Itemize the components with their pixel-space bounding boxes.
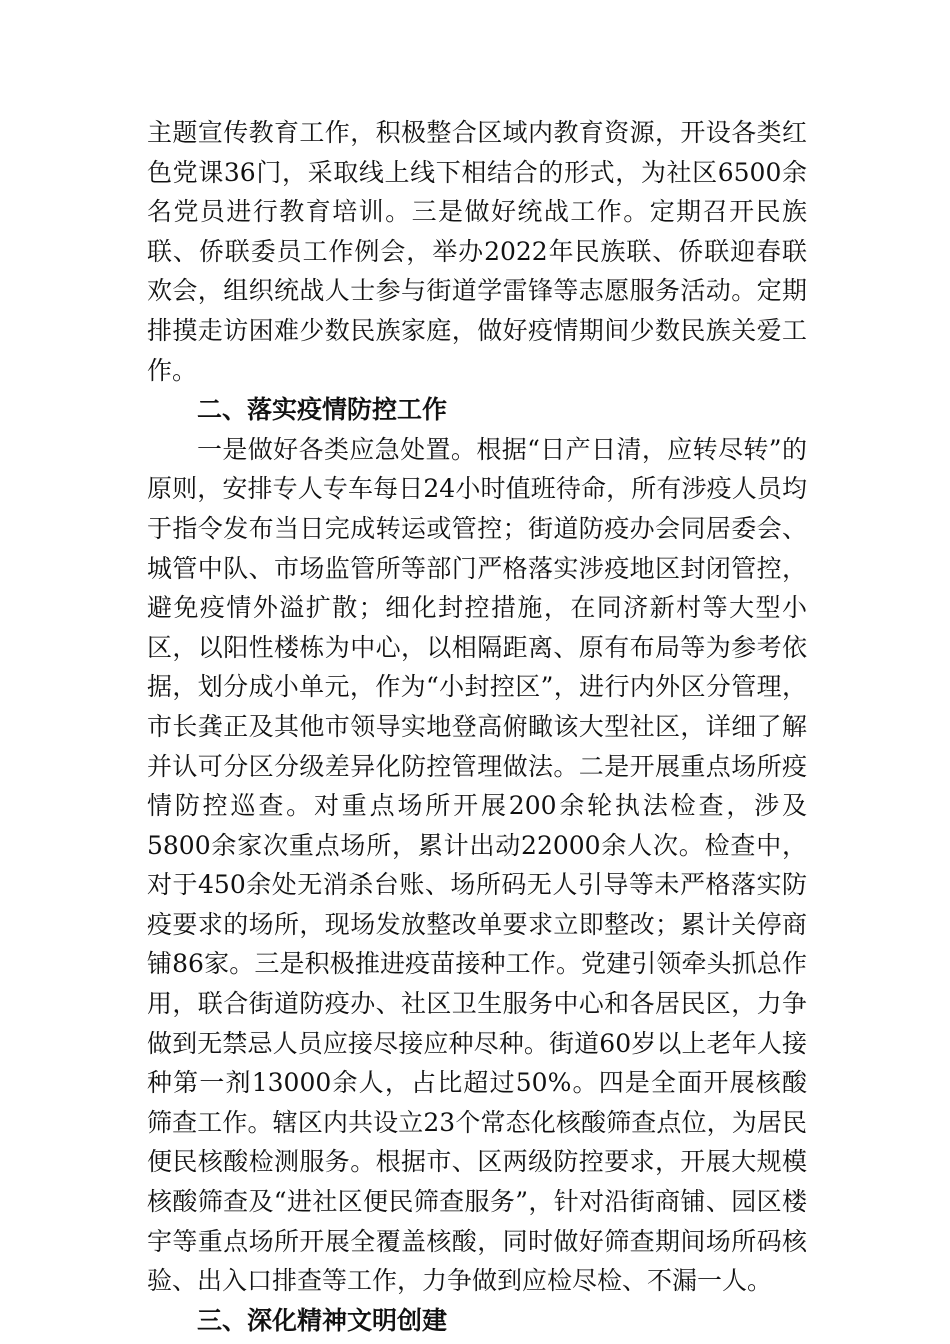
document-page [147,113,807,1340]
section-heading: 三、深化精神文明创建 [197,1305,448,1335]
section-heading: 二、落实疫情防控工作 [197,395,448,425]
body-paragraph: 主题宣传教育工作，积极整合区域内教育资源，开设各类红色党课36门，采取线上线下相结合的形式，为社区6500余名党员进行教育培训。三是做好统战工作。定期召开民族联、侨联委员工作例会，举办2022年民族联、侨联迎春联欢会，组织统战人士参与街道学雷锋等志愿服务活动。定期排摸走访困难少数民族家庭，做好疫情期间少数民族关爱工作。 [147,118,807,385]
body-paragraph: 一是做好各类应急处置。根据“日产日清，应转尽转”的原则，安排专人专车每日24小时值班待命，所有涉疫人员均于指令发布当日完成转运或管控；街道防疫办会同居委会、城管中队、市场监管所等部门严格落实涉疫地区封闭管控，避免疫情外溢扩散；细化封控措施，在同济新村等大型小区，以阳性楼栋为中心，以相隔距离、原有布局等为参考依据，划分成小单元，作为“小封控区”，进行内外区分管理，市长龚正及其他市领导实地登高俯瞰该大型社区，详细了解并认可分区分级差异化防控管理做法。二是开展重点场所疫情防控巡查。对重点场所开展200余轮执法检查，涉及5800余家次重点场所，累计出动22000余人次。检查中，对于450余处无消杀台账、场所码无人引导等未严格落实防疫要求的场所，现场发放整改单要求立即整改；累计关停商铺86家。三是积极推进疫苗接种工作。党建引领牵头抓总作用，联合街道防疫办、社区卫生服务中心和各居民区，力争做到无禁忌人员应接尽接应种尽种。街道60岁以上老年人接种第一剂13000余人，占比超过50%。四是全面开展核酸筛查工作。辖区内共设立23个常态化核酸筛查点位，为居民便民核酸检测服务。根据市、区两级防控要求，开展大规模核酸筛查及“进社区便民筛查服务”，针对沿街商铺、园区楼宇等重点场所开展全覆盖核酸，同时做好筛查期间场所码核验、出入口排查等工作，力争做到应检尽检、不漏一人。 [147,434,807,1296]
